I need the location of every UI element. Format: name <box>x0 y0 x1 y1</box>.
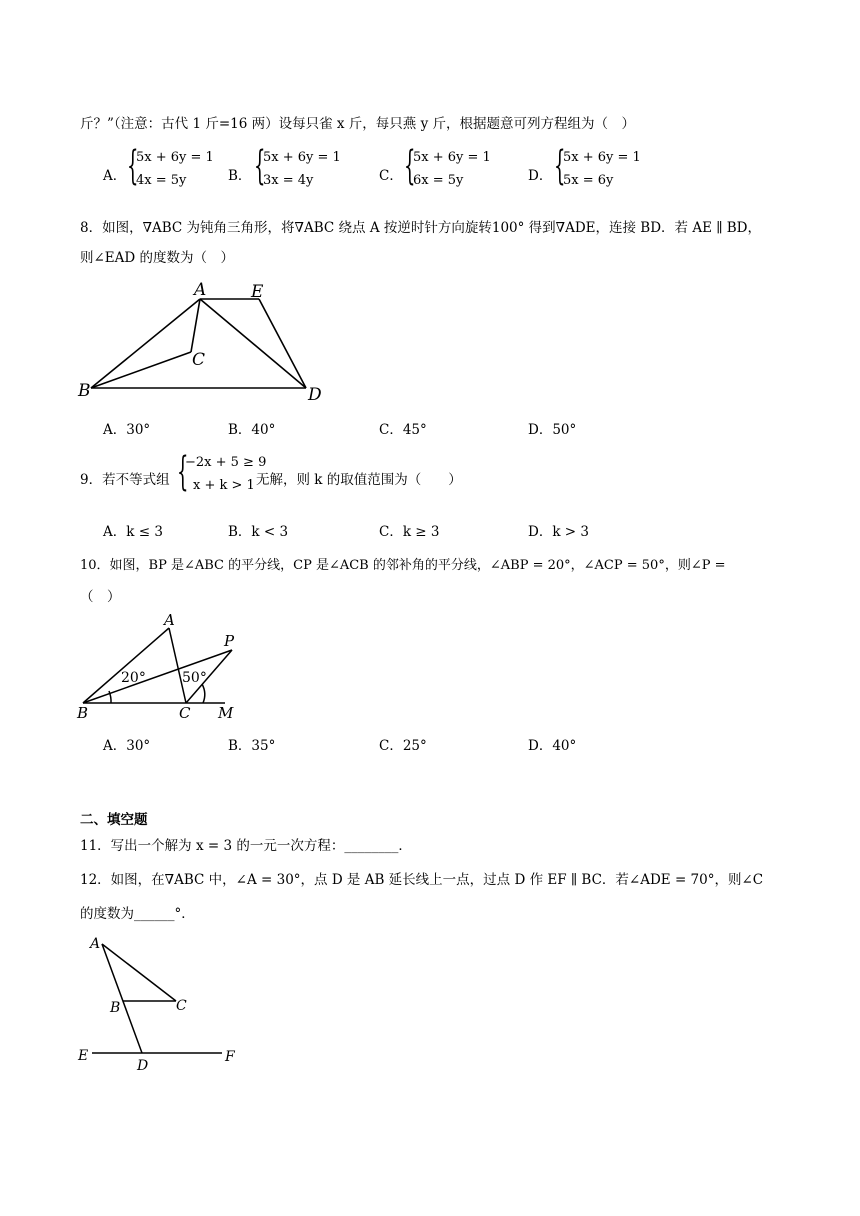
q8-label-a: A <box>194 280 207 300</box>
q7-option-b-label: B． <box>228 168 252 184</box>
q12-line1: 12．如图，在∇ABC 中，∠A = 30°，点 D 是 AB 延长线上一点，过点 D 作 EF ∥ BC．若∠ADE = 70°，则∠C <box>80 872 764 888</box>
q9-suffix: 无解，则 k 的取值范围为（ ） <box>256 472 462 488</box>
q8-label-e: E <box>251 282 264 302</box>
q7-option-d-eq2: 5x = 6y <box>563 173 614 188</box>
q7-option-c-eq1: 5x + 6y = 1 <box>413 150 491 165</box>
q10-label-b: B <box>77 704 89 722</box>
q9-prefix: 9．若不等式组 <box>80 472 170 488</box>
q11-text: 11．写出一个解为 x = 3 的一元一次方程：________． <box>80 838 412 854</box>
q10-option-d: D．40° <box>528 738 577 754</box>
q7-option-d-label: D． <box>528 168 553 184</box>
q10-angle-20: 20° <box>121 670 146 686</box>
q8-label-b: B <box>78 381 91 401</box>
q10-line1: 10．如图，BP 是∠ABC 的平分线，CP 是∠ACB 的邻补角的平分线，∠ABP = 20°，∠ACP = 50°，则∠P = <box>80 558 726 573</box>
q10-line2: （ ） <box>80 589 121 605</box>
q10-figure <box>75 608 255 726</box>
q9-option-a: A．k ≤ 3 <box>103 524 163 540</box>
q7-option-b-eq2: 3x = 4y <box>263 173 314 188</box>
q10-option-c: C．25° <box>379 738 427 754</box>
q10-option-b: B．35° <box>228 738 276 754</box>
q12-figure <box>72 930 252 1075</box>
q9-ineq2: x + k > 1 <box>193 478 255 493</box>
q8-option-b: B．40° <box>228 422 276 438</box>
q7-option-a-label: A． <box>103 168 127 184</box>
q9-ineq1: −2x + 5 ≥ 9 <box>185 455 267 470</box>
q7-option-c-eq2: 6x = 5y <box>413 173 464 188</box>
q12-label-d: D <box>137 1058 149 1074</box>
q10-label-m: M <box>218 704 234 722</box>
q8-label-d: D <box>308 385 322 405</box>
q12-line2: 的度数为______°． <box>80 906 195 922</box>
q12-label-f: F <box>225 1049 235 1065</box>
q12-label-c: C <box>176 998 187 1014</box>
q10-angle-50: 50° <box>182 670 207 686</box>
q10-label-a: A <box>164 611 175 629</box>
q7-option-d-eq1: 5x + 6y = 1 <box>563 150 641 165</box>
q7-option-c-label: C． <box>379 168 403 184</box>
q9-option-c: C．k ≥ 3 <box>379 524 440 540</box>
q10-option-a: A．30° <box>103 738 151 754</box>
q9-option-d: D．k > 3 <box>528 524 589 540</box>
q8-label-c: C <box>192 350 206 370</box>
q12-label-e: E <box>78 1048 89 1064</box>
q12-label-b: B <box>110 1000 121 1016</box>
section-title: 二、填空题 <box>80 812 148 828</box>
q8-line1: 8．如图，∇ABC 为钝角三角形，将∇ABC 绕点 A 按逆时针方向旋转100° 得到∇ADE，连接 BD．若 AE ∥ BD， <box>80 220 762 236</box>
q12-label-a: A <box>90 936 101 952</box>
q10-label-p: P <box>224 632 235 650</box>
q8-option-d: D．50° <box>528 422 577 438</box>
q7-option-a-eq1: 5x + 6y = 1 <box>136 150 214 165</box>
q8-option-c: C．45° <box>379 422 427 438</box>
q7-option-a-eq2: 4x = 5y <box>136 173 187 188</box>
q8-line2: 则∠EAD 的度数为（ ） <box>80 250 235 266</box>
q7-option-b-eq1: 5x + 6y = 1 <box>263 150 341 165</box>
q8-figure <box>75 278 335 408</box>
q10-label-c: C <box>179 704 191 722</box>
q7-stem-tail: 斤？”（注意：古代 1 斤=16 两）设每只雀 x 斤，每只燕 y 斤，根据题意可列方程组为（ ） <box>80 116 636 132</box>
q8-option-a: A．30° <box>103 422 151 438</box>
q9-option-b: B．k < 3 <box>228 524 289 540</box>
